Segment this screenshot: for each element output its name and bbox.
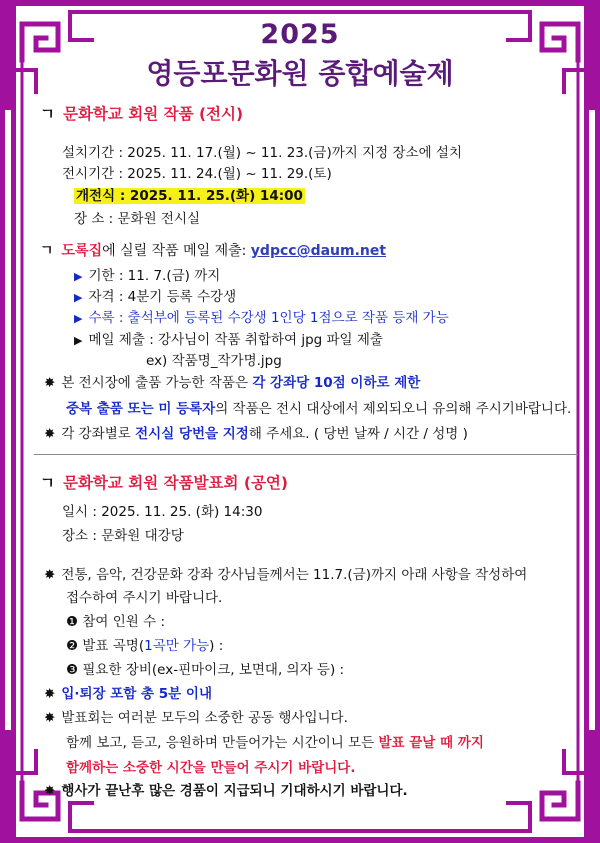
time-limit-note: [44, 682, 212, 702]
star-bullet-icon: ✸: [44, 686, 56, 702]
duplicate-emphasis: 중복 출품 또는 미 등록자: [66, 401, 216, 417]
qualification-item: [74, 285, 236, 305]
song-item: [66, 634, 223, 654]
limit-emphasis: 각 강좌당 10점 이하로 제한: [252, 375, 421, 391]
exhibit-place: 장 소 : 문화원 전시실: [74, 211, 201, 227]
equipment-item: ❸ 필요한 장비(ex-핀마이크, 보면대, 의자 등) :: [66, 662, 345, 678]
deadline-text: 기한 : 11. 7.(금) 까지: [88, 268, 221, 284]
exhibit-period: 전시기간 : 2025. 11. 24.(월) ~ 11. 29.(토): [62, 166, 332, 182]
together-note-2: [66, 731, 484, 751]
opening-ceremony-highlight: 개전식 : 2025. 11. 25.(화) 14:00: [76, 188, 303, 204]
together-text-2: 함께 보고, 듣고, 응원하며 만들어가는 시간이니 모든: [66, 735, 379, 751]
quantity-item: [74, 306, 449, 326]
triangle-bullet-icon: ▶: [74, 270, 83, 283]
install-period: 설치기간 : 2025. 11. 17.(월) ~ 11. 23.(금)까지 지정 장소에 설치: [62, 145, 462, 161]
triangle-bullet-icon: ▶: [74, 312, 83, 325]
star-bullet-icon: ✸: [44, 710, 56, 726]
duty-note: [44, 422, 468, 442]
song-emphasis: 1곡만 가능: [144, 638, 210, 654]
section2-heading: [40, 471, 288, 493]
together-text: 발표회는 여러분 모두의 소중한 공동 행사입니다.: [61, 710, 348, 726]
mail-item: [74, 328, 383, 348]
song-text-c: ) :: [209, 638, 224, 654]
catalog-text: 에 실릴 작품 메일 제출:: [102, 243, 251, 259]
triangle-bullet-icon: ▶: [74, 291, 83, 304]
event-title: 영등포문화원 종합예술제: [146, 57, 454, 90]
limit-text: 본 전시장에 출품 가능한 작품은: [61, 375, 253, 391]
opening-ceremony: [74, 184, 305, 204]
box-bullet-icon: ㄱ: [40, 474, 55, 492]
performance-place: 장소 : 문화원 대강당: [62, 528, 184, 544]
star-bullet-icon: ✸: [44, 375, 56, 391]
limit-note: [44, 371, 420, 391]
duplicate-text: 의 작품은 전시 대상에서 제외되오니 유의해 주시기바랍니다.: [215, 401, 572, 417]
year-title: 2025: [260, 19, 340, 50]
file-example: ex) 작품명_작가명.jpg: [146, 353, 282, 369]
qualification-text: 자격 : 4분기 등록 수강생: [88, 289, 237, 305]
box-bullet-icon: ㄱ: [40, 243, 54, 259]
participants-item: ❶ 참여 인원 수 :: [66, 614, 166, 630]
box-bullet-icon: ㄱ: [40, 105, 55, 123]
mail-text: 메일 제출 : 강사님이 작품 취합하여 jpg 파일 제출: [88, 332, 383, 348]
gift-text: 행사가 끝난후 많은 경품이 지급되니 기대하시기 바랍니다.: [61, 783, 408, 799]
time-limit-text: 입·퇴장 포함 총 5분 이내: [61, 686, 213, 702]
gift-note: [44, 779, 408, 799]
together-emphasis: 발표 끝날 때 까지: [378, 735, 484, 751]
star-bullet-icon: ✸: [44, 567, 56, 583]
section2-heading-text: 문화학교 회원 작품발표회 (공연): [62, 474, 288, 492]
section1-heading-text: 문화학교 회원 작품 (전시): [62, 105, 244, 123]
together-note: [44, 706, 348, 726]
duty-text-a: 각 강좌별로: [61, 426, 136, 442]
catalog-line: [40, 240, 386, 260]
catalog-label: 도록집: [61, 243, 103, 259]
song-text-a: ❷ 발표 곡명(: [66, 638, 145, 654]
intro-text: 전통, 음악, 건강문화 강좌 강사님들께서는 11.7.(금)까지 아래 사항을 작성하여: [61, 567, 528, 583]
performance-date: 일시 : 2025. 11. 25. (화) 14:30: [62, 504, 263, 520]
deadline-item: [74, 264, 220, 284]
star-bullet-icon: ✸: [44, 426, 56, 442]
duty-emphasis: 전시실 당번을 지정: [135, 426, 249, 442]
star-bullet-icon: ✸: [44, 783, 56, 799]
together-note-3: 함께하는 소중한 시간을 만들어 주시기 바랍니다.: [66, 760, 356, 776]
intro-note: [44, 563, 527, 583]
triangle-bullet-icon: ▶: [74, 334, 83, 347]
duty-text-c: 해 주세요. ( 당번 날짜 / 시간 / 성명 ): [248, 426, 468, 442]
email-link[interactable]: ydpcc@daum.net: [250, 243, 387, 259]
intro-note-cont: 접수하여 주시기 바랍니다.: [66, 590, 223, 606]
section-divider: [34, 454, 578, 455]
quantity-text: 수록 : 출석부에 등록된 수강생 1인당 1점으로 작품 등재 가능: [88, 310, 449, 326]
section1-heading: [40, 102, 243, 124]
duplicate-note: [66, 397, 571, 417]
